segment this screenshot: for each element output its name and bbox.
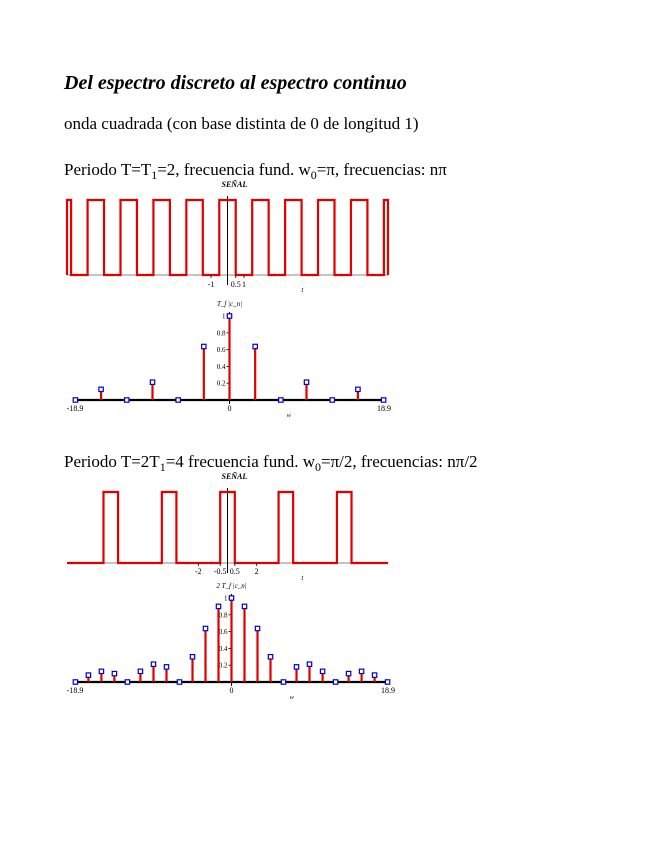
spectrum1-point [381, 398, 385, 402]
section1-mid: =2, frecuencia fund. w [157, 160, 311, 179]
spectrum3-point [385, 680, 389, 684]
spectrum3-ylabel: 2 T_f |c_n| [216, 582, 247, 590]
spectrum3-point [177, 680, 181, 684]
spectrum3-xlabel: w [289, 695, 294, 701]
spectrum3-point [138, 669, 142, 673]
section1-pre: Periodo T=T [64, 160, 152, 179]
spectrum3-point [190, 655, 194, 659]
spectrum1-point [304, 380, 308, 384]
spectrum3-point [99, 669, 103, 673]
spectrum3-point [216, 604, 220, 608]
section1-sub2: 0 [310, 168, 317, 182]
signal2-tick-label: -2 [194, 567, 202, 576]
spectrum3-ytick-label: 0.2 [218, 661, 228, 670]
spectrum1-point [227, 314, 231, 318]
spectrum3-point [151, 662, 155, 666]
signal2-tick-label: 0.5 [229, 567, 240, 576]
spectrum3-point [125, 680, 129, 684]
signal2-xlabel: t [301, 574, 304, 582]
section2-post: =π/2, frecuencias: nπ/2 [321, 452, 478, 471]
spectrum3-ytick-label: 0.4 [218, 644, 228, 653]
spectrum3-xtick-label: -18.9 [66, 686, 84, 695]
spectrum3-point [346, 671, 350, 675]
spectrum3-xtick-label: 18.9 [381, 686, 395, 695]
spectrum3-point [86, 673, 90, 677]
signal0-tick-label: -1 [207, 280, 215, 289]
spectrum3-ytick-label: 0.6 [218, 628, 228, 637]
spectrum3-point [255, 626, 259, 630]
spectrum1-point [125, 398, 129, 402]
spectrum3-point [333, 680, 337, 684]
spectrum1-point [99, 387, 103, 391]
spectrum3-xtick-label: 0 [229, 686, 234, 695]
spectrum1-ytick-label: 0.2 [216, 379, 226, 388]
spectrum1-xtick-label: -18.9 [66, 404, 84, 413]
spectrum3-point [359, 669, 363, 673]
spectrum1-ytick-label: 1 [222, 312, 226, 321]
section2-mid: =4 frecuencia fund. w [165, 452, 315, 471]
signal0-title: SEÑAL [221, 180, 248, 189]
spectrum3-point [281, 680, 285, 684]
spectrum3-point [242, 604, 246, 608]
spectrum3-point [112, 671, 116, 675]
section2-sub2: 0 [315, 460, 321, 474]
spectrum3-point [307, 662, 311, 666]
spectrum1-point [279, 398, 283, 402]
spectrum3-point [164, 665, 168, 669]
spectrum3-ytick-label: 0.8 [218, 611, 228, 620]
spectrum1-xtick-label: 0 [227, 404, 232, 413]
spectrum3-point [73, 680, 77, 684]
signal2-tick-label: -0.5 [213, 567, 227, 576]
spectrum1-xtick-label: 18.9 [377, 404, 391, 413]
spectrum1-point [150, 380, 154, 384]
spectrum3-ytick-label: 1 [224, 594, 228, 603]
spectrum1-point [356, 387, 360, 391]
spectrum3-point [320, 669, 324, 673]
signal0-tick-label: 0.5 [230, 280, 241, 289]
spectrum1-point [253, 344, 257, 348]
page-title: Del espectro discreto al espectro continuo [64, 72, 407, 94]
spectrum3-point [229, 596, 233, 600]
signal2-tick-label: 2 [254, 567, 259, 576]
spectrum3-point [372, 673, 376, 677]
spectrum1-point [202, 344, 206, 348]
section1-sub1: 1 [151, 168, 158, 182]
spectrum3-point [203, 626, 207, 630]
spectrum1-point [330, 398, 334, 402]
signal0-xlabel: t [301, 286, 304, 294]
spectrum1-xlabel: w [286, 413, 291, 419]
signal0-tick-label: 1 [241, 280, 246, 289]
spectrum3-point [268, 655, 272, 659]
signal2-title: SEÑAL [221, 472, 248, 481]
section1-post: =π, frecuencias: nπ [316, 160, 447, 179]
spectrum1-ylabel: T_f |c_n| [216, 300, 243, 308]
subtitle: onda cuadrada (con base distinta de 0 de longitud 1) [64, 114, 419, 133]
spectrum1-ytick-label: 0.4 [216, 362, 226, 371]
spectrum1-ytick-label: 0.8 [216, 329, 226, 338]
section2-pre: Periodo T=2T [64, 452, 160, 471]
section2-sub1: 1 [159, 460, 166, 474]
spectrum1-point [73, 398, 77, 402]
spectrum1-point [176, 398, 180, 402]
spectrum1-ytick-label: 0.6 [216, 346, 226, 355]
spectrum3-point [294, 665, 298, 669]
